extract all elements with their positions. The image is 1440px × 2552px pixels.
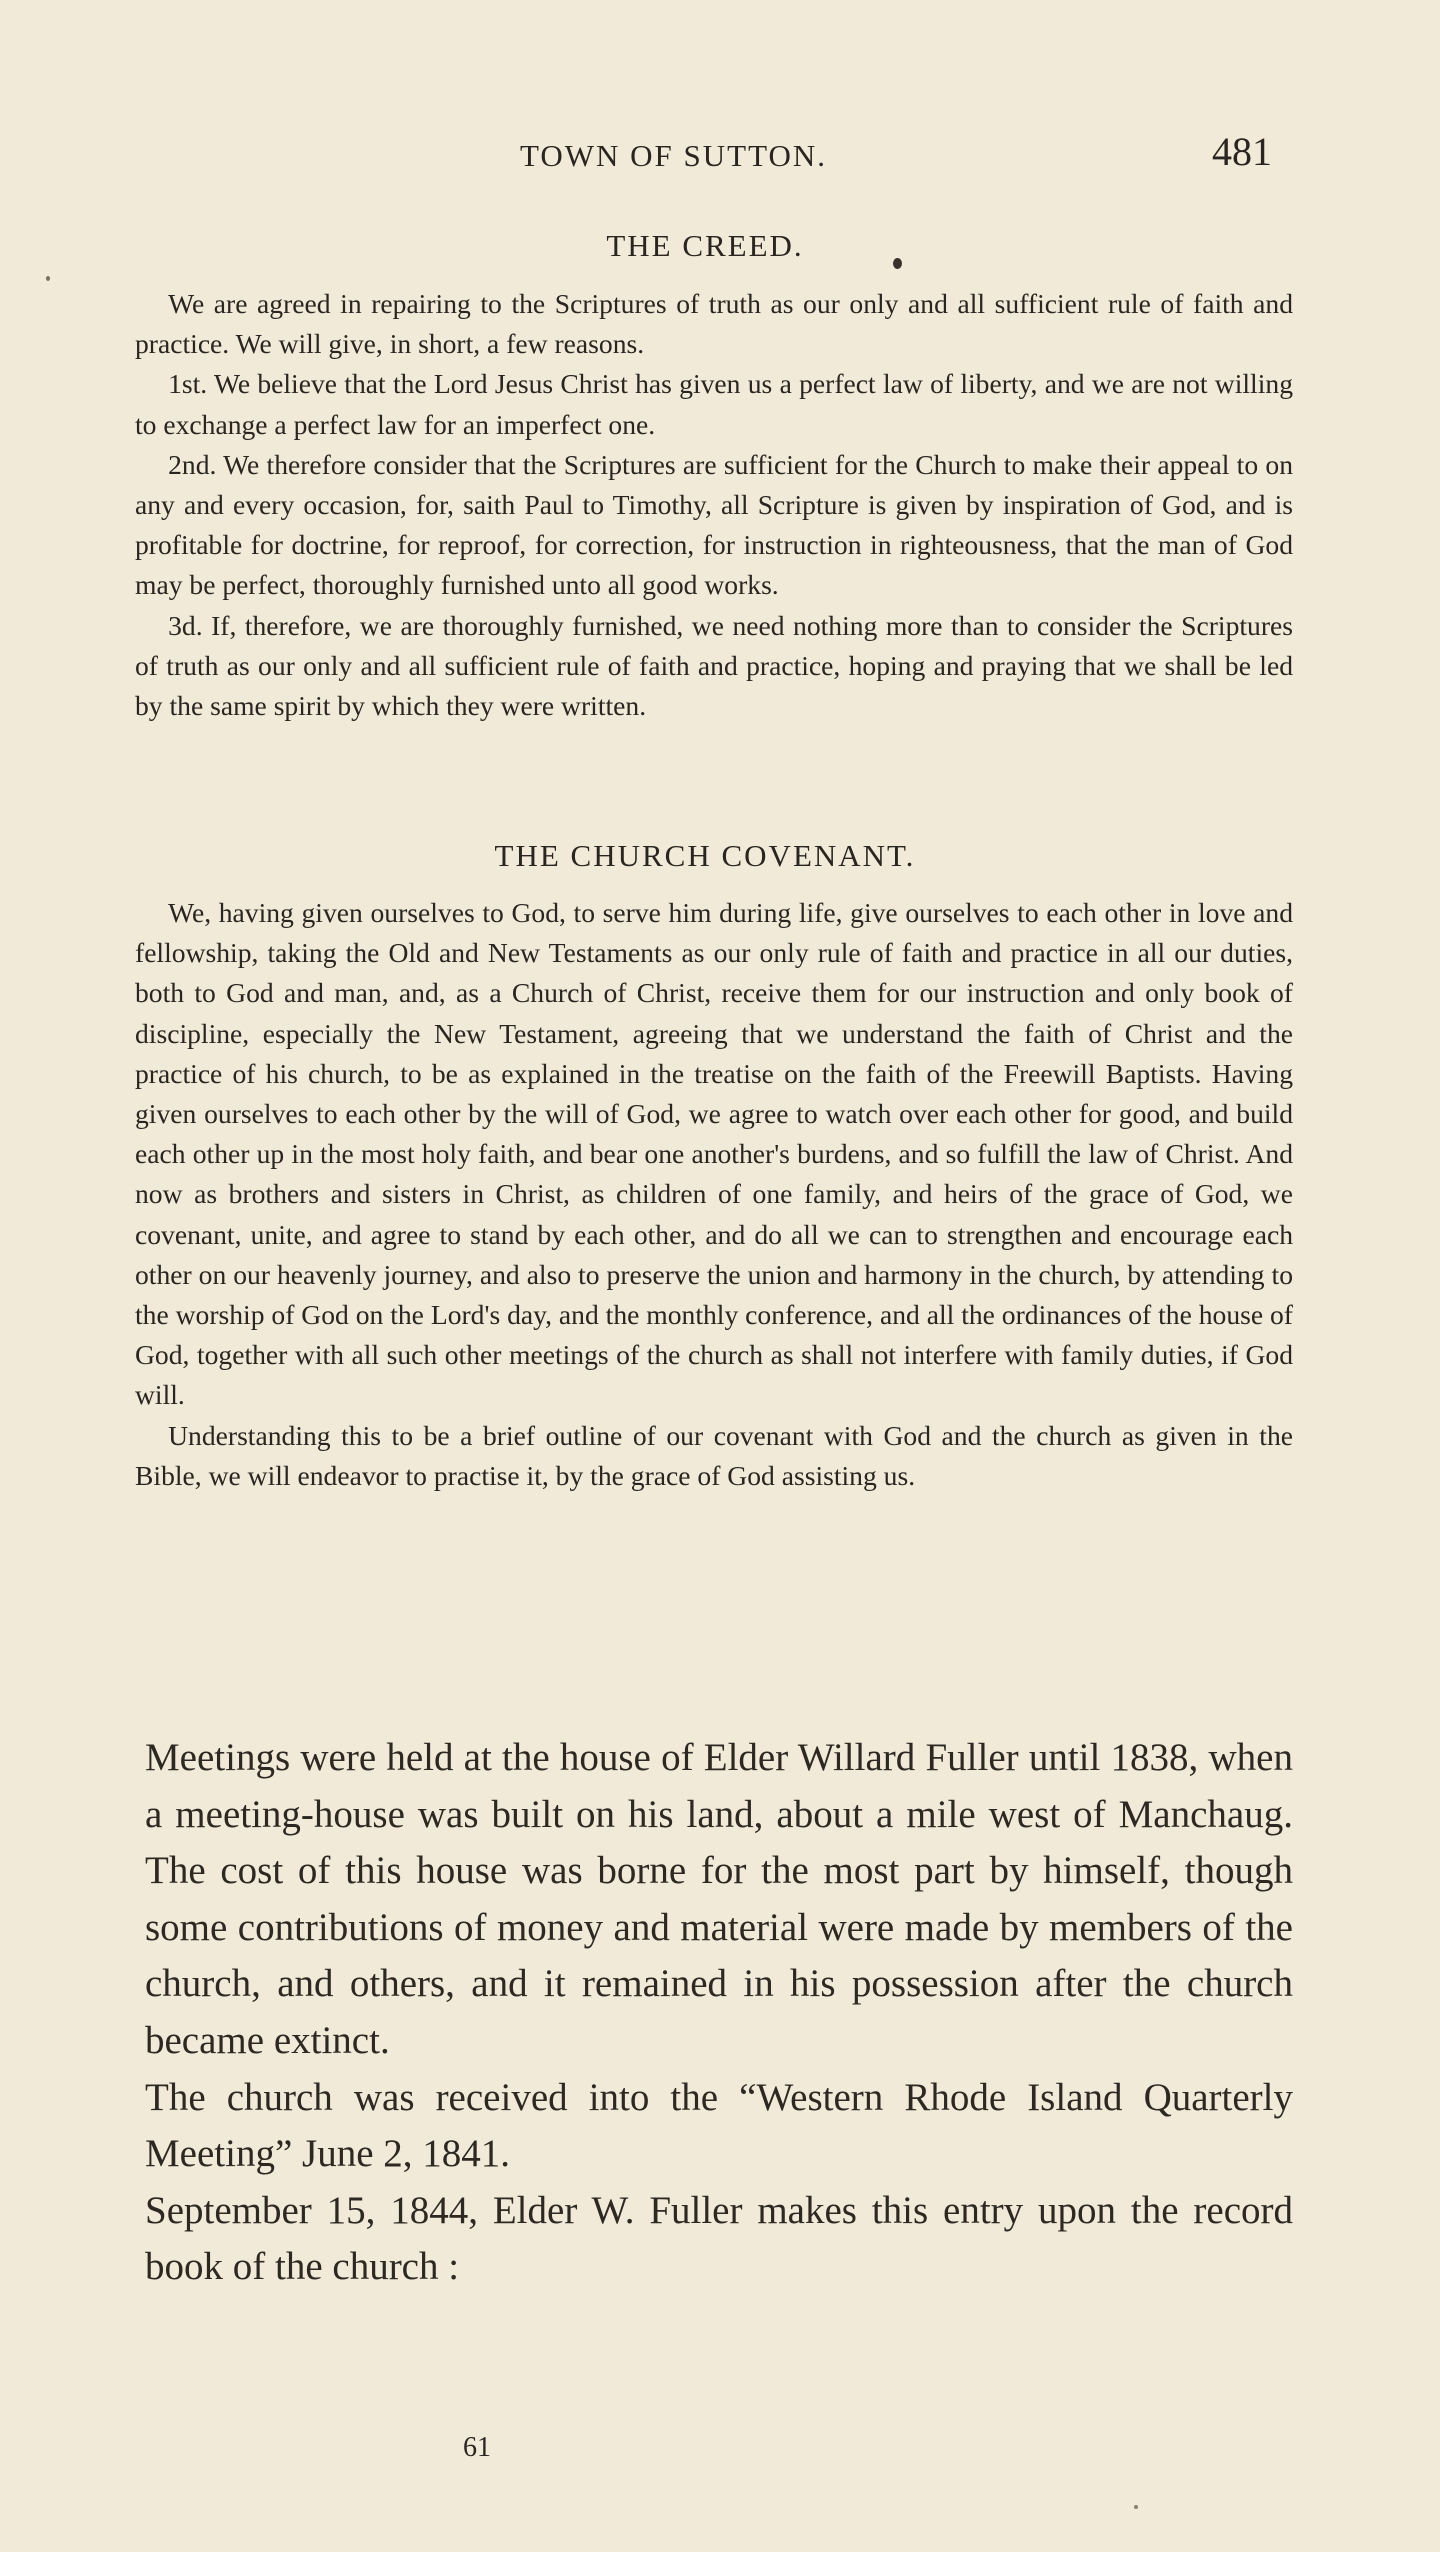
page-number: 481 [1212,129,1272,174]
covenant-paragraph: Understanding this to be a brief outline of our covenant with God and the church as given in the Bible, we will endeavor to practise it, by the grace of God assisting us. [135,1419,1293,1491]
creed-paragraph: 2nd. We therefore consider that the Scriptures are sufficient for the Church to make their appeal to on any and every occasion, for, saith Paul to Timothy, all Scripture is given by inspiration of God, and is profitable for doctrine, for reproof, for correction, for instruction in righteousness, that the man of God may be perfect, thoroughly furnished unto all good works. [135,448,1293,601]
ink-speck [1134,2505,1138,2509]
ink-speck [46,276,50,281]
signature-mark: 61 [463,2432,491,2463]
covenant-title: THE CHURCH COVENANT. [494,838,916,873]
covenant-paragraph: We, having given ourselves to God, to serve him during life, give ourselves to each other in love and fellowship, taking the Old and New Testaments as our only rule of faith and practice in all our duties, both to God and man, and, as a Church of Christ, receive them for our instruction and only book of discipline, especially the New Testament, agreeing that we understand the faith of Christ and the practice of his church, to be as explained in the treatise on the faith of the Freewill Baptists. Having given ourselves to each other by the will of God, we agree to watch over each other for good, and build each other up in the most holy faith, and bear one another's burdens, and so fulfill the law of Christ. And now as brothers and sisters in Christ, as children of one family, and heirs of the grace of God, we covenant, unite, and agree to stand by each other, and do all we can to strengthen and encourage each other on our heavenly journey, and also to preserve the union and harmony in the church, by attending to the worship of God on the Lord's day, and the monthly conference, and all the ordinances of the house of God, together with all such other meetings of the church as shall not interfere with family duties, if God will. [135,897,1293,1411]
covenant-text [135,893,1293,1496]
running-title: TOWN OF SUTTON. [520,138,828,173]
creed-title: THE CREED. [606,228,804,263]
page-header [0,128,1440,188]
narrative-paragraph: September 15, 1844, Elder W. Fuller makes this entry upon the record book of the church : [145,2188,1293,2289]
creed-paragraph: We are agreed in repairing to the Scriptures of truth as our only and all sufficient rule of faith and practice. We will give, in short, a few reasons. [135,288,1293,360]
ink-speck [893,258,902,269]
creed-paragraph: 3d. If, therefore, we are thoroughly furnished, we need nothing more than to consider the Scriptures of truth as our only and all sufficient rule of faith and practice, hoping and praying that we shall be led by the same spirit by which they were written. [135,609,1293,722]
creed-text [135,284,1293,726]
narrative-paragraph: The church was received into the “Western Rhode Island Quarterly Meeting” June 2, 1841. [145,2075,1293,2176]
narrative-paragraph: Meetings were held at the house of Elder Willard Fuller until 1838, when a meeting-house was built on his land, about a mile west of Manchaug. The cost of this house was borne for the most part by himself, though some contributions of money and material were made by members of the church, and others, and it remained in his possession after the church became extinct. [145,1736,1293,2062]
narrative-text [145,1730,1293,2296]
creed-paragraph: 1st. We believe that the Lord Jesus Christ has given us a perfect law of liberty, and we are not willing to exchange a perfect law for an imperfect one. [135,368,1293,440]
